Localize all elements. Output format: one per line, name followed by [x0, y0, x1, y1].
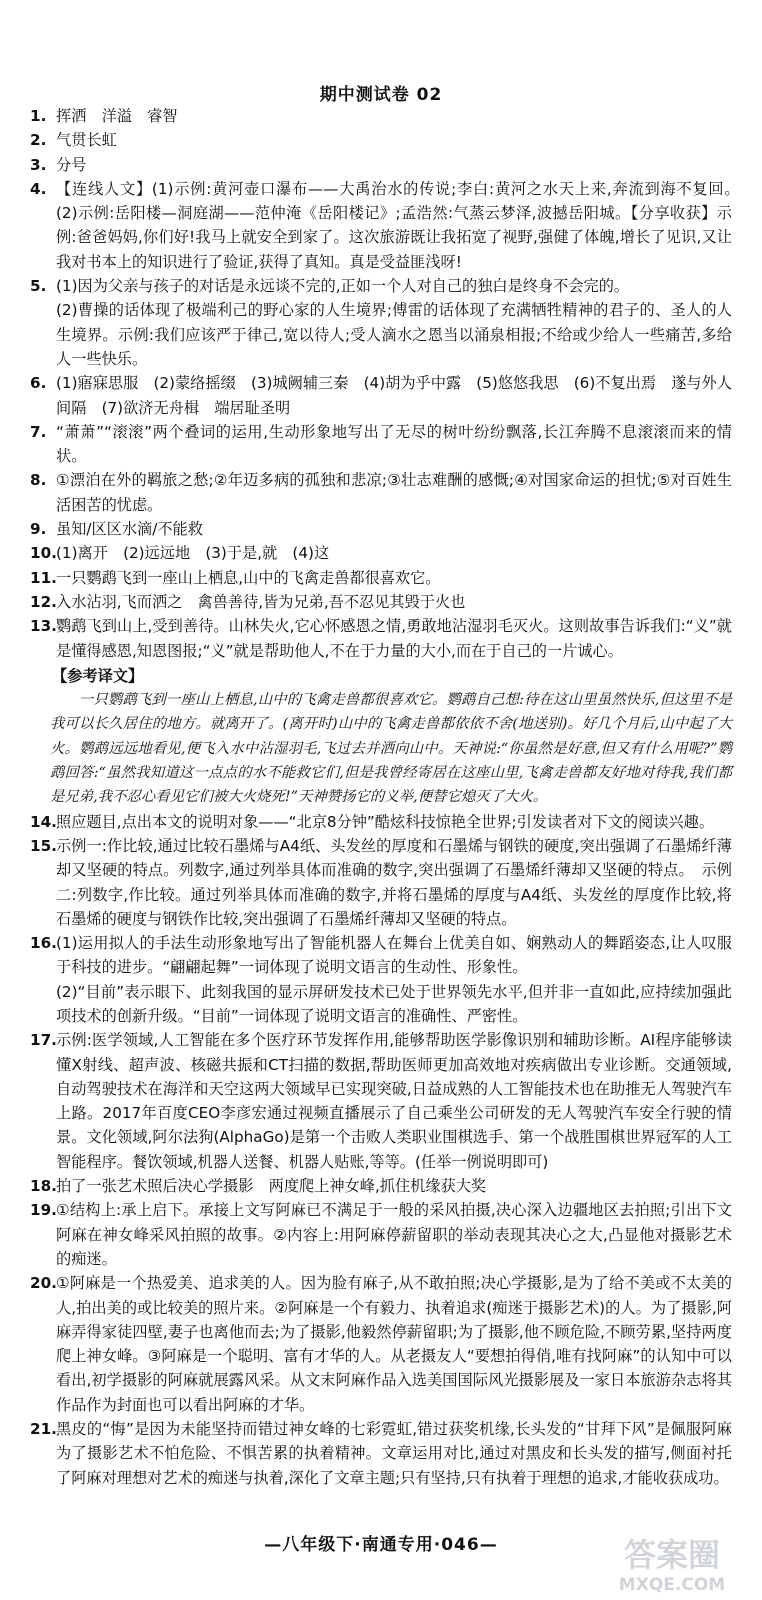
answer-text: ①阿麻是一个热爱美、追求美的人。因为脸有麻子,从不敢拍照;决心学摄影,是为了给不美或不太美的人,拍出美的或比较美的照片来。②阿麻是一个有毅力、执着追求(痴迷于摄影艺术)的人。为了摄影,阿麻弄得家徒四壁,妻子也离他而去;为了摄影,他毅然停薪留职;为了摄影,他不顾危险,不顾劳累,坚持两度爬上神女峰。③阿麻是一个聪明、富有才华的人。从老摄友人“要想拍得俏,唯有找阿麻”的认知中可以看出,初学摄影的阿麻就展露风采。从文末阿麻作品入选美国国际风光摄影展及一家日本旅游杂志将其作品作为封面也可以看出阿麻的才华。 [56, 1274, 732, 1414]
answer-text: (1)运用拟人的手法生动形象地写出了智能机器人在舞台上优美自如、娴熟动人的舞蹈姿态,让人叹服于科技的进步。“翩翩起舞”一词体现了说明文语言的生动性、形象性。 [56, 934, 732, 977]
answer-item [30, 468, 732, 517]
answer-item [30, 566, 732, 590]
answer-number: 8. [30, 471, 47, 490]
page-title: 期中测试卷 02 [319, 85, 443, 105]
translation-heading: 【参考译文】 [52, 666, 144, 685]
answer-text: ①漂泊在外的羁旅之愁;②年迈多病的孤独和悲凉;③壮志难酬的感慨;④对国家命运的担忧;⑤对百姓生活困苦的忧虑。 [56, 471, 732, 514]
answer-text: 【连线人文】(1)示例:黄河壶口瀑布——大禹治水的传说;李白:黄河之水天上来,奔流到海不复回。 (2)示例:岳阳楼—洞庭湖——范仲淹《岳阳楼记》;孟浩然:气蒸云梦泽,波撼岳阳城。【分享收获】示例:爸爸妈妈,你们好!我马上就安全到家了。这次旅游既让我拓宽了视野,强健了体魄,增长了见识,又让我对书本上的知识进行了验证,获得了真知。真是受益匪浅呀! [56, 179, 748, 271]
answer-list [30, 104, 748, 1490]
answer-number: 2. [30, 131, 47, 150]
answer-text: (1)离开 (2)远远地 (3)于是,就 (4)这 [56, 544, 330, 563]
answer-number: 17. [30, 1031, 57, 1050]
answer-number: 18. [30, 1177, 57, 1196]
answer-text: 分号 [56, 155, 87, 174]
answer-text-continued: (2)“目前”表示眼下、此刻我国的显示屏研发技术已处于世界领先水平,但并非一直如此,应持续加强此项技术的创新升级。“目前”一词体现了说明文语言的准确性、严密性。 [56, 982, 732, 1025]
answer-number: 14. [30, 812, 57, 831]
answer-item [30, 274, 732, 371]
answer-item [30, 541, 732, 565]
answer-item [30, 1174, 732, 1198]
answer-item [30, 810, 732, 834]
answer-text: 一只鹦鹉飞到一座山上栖息,山中的飞禽走兽都很喜欢它。 [56, 568, 441, 587]
answer-text: ①结构上:承上启下。承接上文写阿麻已不满足于一般的采风拍摄,决心深入边疆地区去拍照;引出下文阿麻在神女峰采风拍照的故事。②内容上:用阿麻停薪留职的举动表现其决心之大,凸显他对摄影艺术的痴迷。 [56, 1201, 732, 1268]
answer-number: 12. [30, 592, 57, 611]
answer-text: (1)因为父亲与孩子的对话是永远谈不完的,正如一个人对自己的独白是终身不会完的。 [56, 277, 630, 296]
answer-number: 3. [30, 155, 47, 174]
answer-text: 挥洒 洋溢 睿智 [56, 107, 178, 125]
answer-number: 9. [30, 520, 47, 539]
answer-number: 13. [30, 617, 57, 636]
answer-item [30, 834, 732, 931]
answer-number: 19. [30, 1201, 57, 1220]
answer-item [30, 420, 732, 469]
answer-number: 16. [30, 934, 57, 953]
answer-item [30, 614, 732, 663]
answer-item [30, 931, 732, 1028]
answer-text: 示例一:作比较,通过比较石墨烯与A4纸、头发丝的厚度和石墨烯与钢铁的硬度,突出强调了石墨烯纤薄却又坚硬的特点。列数字,通过列举具体而准确的数字,突出强调了石墨烯纤薄却又坚硬的特点。 示例二:列数字,作比较。通过列举具体而准确的数字,并将石墨烯的厚度与A4纸、头发丝的厚度作比较,将石墨烯的硬度与钢铁作比较,突出强调了石墨烯纤薄却又坚硬的特点。 [56, 836, 732, 928]
answer-item [30, 1198, 732, 1271]
answer-item [30, 1271, 732, 1417]
answer-item [30, 177, 748, 274]
page-footer: —八年级下·南通专用·046— [264, 1535, 498, 1555]
answer-text: “萧萧”“滚滚”两个叠词的运用,生动形象地写出了无尽的树叶纷纷飘落,长江奔腾不息滚滚而来的情状。 [56, 422, 732, 466]
answer-item [30, 104, 732, 128]
answer-number: 4. [30, 179, 47, 198]
answer-number: 5. [30, 277, 47, 296]
watermark-logo [592, 1530, 752, 1596]
answer-text: 拍了一张艺术照后决心学摄影 两度爬上神女峰,抓住机缘获大奖 [56, 1177, 487, 1196]
answer-text: 虽知/区区水滴/不能救 [56, 520, 203, 539]
answer-number: 6. [30, 374, 47, 393]
answer-number: 1. [30, 107, 47, 125]
answer-number: 10. [30, 544, 57, 563]
answer-item [30, 590, 732, 614]
answer-number: 7. [30, 422, 47, 441]
answer-text: 示例:医学领域,人工智能在多个医疗环节发挥作用,能够帮助医学影像识别和辅助诊断。AI程序能够读懂X射线、超声波、核磁共振和CT扫描的数据,帮助医师更加高效地对疾病做出专业诊断。交通领域,自动驾驶技术在海洋和天空这两大领域早已实现突破,日益成熟的人工智能技术也在助推无人驾驶汽车上路。2017年百度CEO李彦宏通过视频直播展示了自己乘坐公司研发的无人驾驶汽车安全行驶的情景。文化领域,阿尔法狗(AlphaGo)是第一个击败人类职业围棋选手、第一个战胜围棋世界冠军的人工智能程序。餐饮领域,机器人送餐、机器人贴账,等等。(任举一例说明即可) [56, 1031, 732, 1171]
answer-item [30, 371, 732, 420]
answer-text: 照应题目,点出本文的说明对象——“北京8分钟”酷炫科技惊艳全世界;引发读者对下文的阅读兴趣。 [56, 812, 715, 831]
answer-item [30, 1028, 732, 1174]
answer-item [30, 1417, 732, 1490]
reference-translation: 一只鹦鹉飞到一座山上栖息,山中的飞禽走兽都很喜欢它。鹦鹉自己想:待在这山里虽然快乐,但这里不是我可以长久居住的地方。就离开了。(离开时)山中的飞禽走兽都依依不舍(地送别)。好几个月后,山中起了大火。鹦鹉远远地看见,便飞入水中沾湿羽毛,飞过去并洒向山中。天神说:“你虽然是好意,但又有什么用呢?”鹦鹉回答:“虽然我知道这一点点的水不能救它们,但是我曾经寄居在这座山里,飞禽走兽都友好地对待我,我们都是兄弟,我不忍心看见它们被大火烧死!”天神赞扬它的义举,便替它熄灭了大火。 [50, 692, 732, 806]
answer-text: 入水沾羽,飞而洒之 禽兽善待,皆为兄弟,吾不忍见其毁于火也 [56, 592, 466, 611]
answer-text: 鹦鹉飞到山上,受到善待。山林失火,它心怀感恩之情,勇敢地沾湿羽毛灭火。这则故事告诉我们:“义”就是懂得感恩,知恩图报;“义”就是帮助他人,不在于力量的大小,而在于自己的一片诚心。 [56, 617, 732, 660]
answer-number: 20. [30, 1274, 57, 1293]
watermark-line2: MXQE.COM [618, 1575, 726, 1595]
answer-number: 21. [30, 1420, 57, 1439]
answer-text: (1)寤寐思服 (2)蒙络摇缀 (3)城阙辅三秦 (4)胡为乎中露 (5)悠悠我思 (6)不复出焉 遂与外人间隔 (7)欲济无舟楫 端居耻圣明 [56, 374, 732, 417]
answer-number: 15. [30, 836, 57, 855]
watermark-line1: 答案圈 [623, 1536, 721, 1574]
answer-item [30, 128, 732, 152]
answer-item [30, 517, 732, 541]
answer-number: 11. [30, 568, 57, 587]
answer-text: 黑皮的“悔”是因为未能坚持而错过神女峰的七彩霓虹,错过获奖机缘,长头发的“甘拜下风”是佩服阿麻为了摄影艺术不怕危险、不惧苦累的执着精神。文章运用对比,通过对黑皮和长头发的描写,侧面衬托了阿麻对理想对艺术的痴迷与执着,深化了文章主题;只有坚持,只有执着于理想的追求,才能收获成功。 [56, 1420, 732, 1487]
answer-text: 气贯长虹 [56, 131, 117, 150]
answer-text-continued: (2)曹操的话体现了极端利己的野心家的人生境界;傅雷的话体现了充满牺牲精神的君子的、圣人的人生境界。示例:我们应该严于律己,宽以待人;受人滴水之恩当以涌泉相报;不给或少给人一些痛苦,多给人一些快乐。 [56, 301, 732, 368]
answer-item [30, 153, 732, 177]
